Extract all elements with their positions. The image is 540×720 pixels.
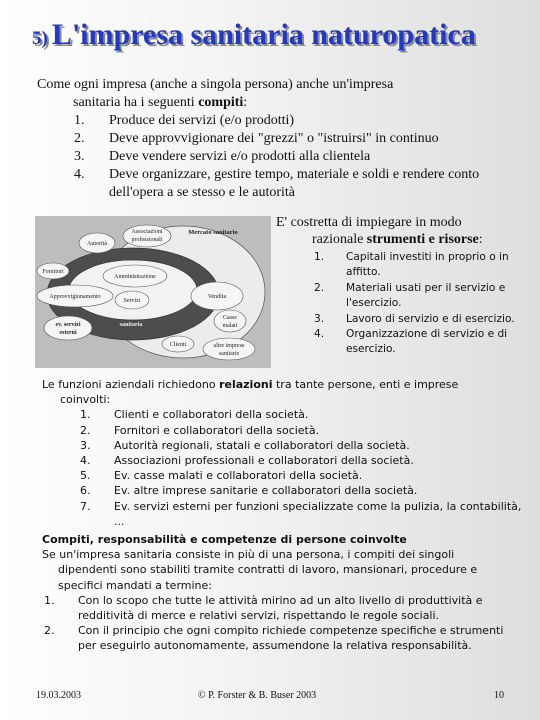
enterprise-diagram-svg	[35, 216, 271, 368]
list-item	[42, 438, 522, 453]
slide-title	[32, 18, 532, 52]
diagram-label-fornitori: Fornitori	[42, 269, 64, 275]
item-text: Associazioni professionali e collaboratori della società.	[114, 454, 414, 468]
list-item	[276, 281, 526, 312]
item-text: Clienti e collaboratori della società.	[114, 408, 309, 422]
diagram-label-mercato: Mercato sanitario	[188, 229, 238, 236]
list-item	[276, 327, 526, 358]
relations-section	[42, 377, 522, 529]
item-number: 2.	[44, 624, 55, 638]
responsibilities-line-1: Se un'impresa sanitaria consiste in più di una persona, i compiti dei singoli	[42, 548, 455, 562]
intro-line-2-text: sanitaria ha i seguenti	[73, 95, 199, 110]
resources-list	[276, 250, 526, 358]
intro-line-1: Come ogni impresa (anche a singola persona) anche un'impresa	[37, 77, 394, 92]
resources-section	[276, 214, 526, 358]
item-number: 2.	[74, 131, 85, 146]
list-item	[42, 483, 522, 498]
item-text: Organizzazione di servizio e di esercizio.	[346, 328, 508, 356]
diagram-label-ev-servizi-1: ev. servizi	[55, 322, 81, 328]
list-item	[42, 623, 522, 653]
resources-colon: :	[478, 232, 483, 247]
diagram-label-clienti: Clienti	[169, 342, 187, 348]
item-number: 3.	[314, 312, 325, 325]
responsibilities-list	[42, 593, 522, 654]
list-item	[42, 593, 522, 623]
list-item	[42, 407, 522, 422]
resources-line-2-text: razionale	[312, 232, 367, 247]
item-text: Ev. servizi esterni per funzioni specializzate come la pulizia, la contabilità, ...	[114, 499, 522, 528]
item-number: 5.	[80, 469, 91, 483]
list-item	[276, 250, 526, 281]
item-number: 4.	[314, 328, 325, 341]
list-item	[37, 166, 507, 202]
item-number: 4.	[80, 454, 91, 468]
item-text: Autorità regionali, statali e collaboratori della società.	[114, 438, 410, 452]
responsibilities-line-2: dipendenti sono stabiliti tramite contratti di lavoro, mansionari, procedure e specifici mandati a termine:	[58, 563, 478, 592]
item-number: 7.	[80, 499, 91, 513]
responsibilities-section	[42, 532, 522, 654]
list-item	[276, 312, 526, 327]
diagram-label-altre-2: sanitarie	[218, 351, 240, 357]
item-text: Lavoro di servizio e di esercizio.	[346, 312, 515, 325]
relations-keyword: relazioni	[219, 378, 273, 391]
footer-copyright: © P. Forster & B. Buser 2003	[198, 690, 317, 701]
diagram-label-altre-1: altre imprese	[213, 343, 245, 349]
diagram-label-amministrazione: Amministrazione	[114, 274, 156, 280]
item-text: Ev. altre imprese sanitarie e collaboratori della società.	[114, 484, 418, 498]
list-item	[42, 423, 522, 438]
diagram-label-servizi: Servizi	[123, 298, 141, 304]
item-text: Fornitori e collaboratori della società.	[114, 423, 320, 437]
diagram-label-impresa-1: Impresa	[120, 314, 142, 320]
responsibilities-heading: Compiti, responsabilità e competenze di persone coinvolte	[42, 533, 407, 546]
item-number: 1.	[44, 593, 55, 607]
slide-title-text: L'impresa sanitaria naturopatica	[51, 18, 476, 51]
item-text: Deve vendere servizi e/o prodotti alla clientela	[109, 149, 371, 164]
enterprise-diagram	[35, 216, 271, 368]
diagram-label-casse-2: malati	[222, 323, 238, 329]
item-text: Deve approvvigionare dei "grezzi" o "istruirsi" in continuo	[109, 131, 439, 146]
list-item	[42, 468, 522, 483]
slide-number: 5)	[32, 28, 48, 49]
intro-line-2	[37, 94, 507, 112]
diagram-label-approvvigionamento: Approvvigionamento	[49, 294, 101, 300]
item-text: Produce dei servizi (e/o prodotti)	[109, 113, 295, 128]
list-item	[42, 499, 522, 529]
item-number: 6.	[80, 484, 91, 498]
diagram-label-casse-1: Casse	[223, 315, 237, 321]
ev-servizi-bubble	[44, 316, 92, 340]
item-text: Con il principio che ogni compito richiede competenze specifiche e strumenti per eseguirlo autonomamente, assumendone la relativa responsabilità.	[78, 624, 504, 653]
item-text: Materiali usati per il servizio e l'esercizio.	[346, 281, 506, 310]
diagram-label-ev-servizi-2: esterni	[59, 330, 77, 336]
item-number: 1.	[74, 113, 85, 128]
item-number: 2.	[314, 281, 325, 294]
relations-line-1	[42, 377, 522, 392]
diagram-label-impresa-2: sanitaria	[119, 322, 143, 328]
item-number: 3.	[80, 438, 91, 452]
list-item	[37, 112, 507, 130]
intro-keyword: compiti	[198, 95, 244, 110]
list-item	[37, 148, 507, 166]
diagram-label-autorita: Autorità	[87, 241, 107, 247]
relations-text-after: tra tante persone, enti e imprese	[272, 378, 459, 391]
footer-page-number: 10	[494, 690, 504, 701]
item-number: 1.	[314, 251, 325, 263]
diagram-label-vendita: Vendita	[207, 294, 227, 300]
list-item	[42, 453, 522, 468]
item-number: 2.	[80, 423, 91, 437]
resources-line-2	[276, 231, 526, 248]
relations-text-before: Le funzioni aziendali richiedono	[42, 378, 220, 391]
item-text: Ev. casse malati e collaboratori della società.	[114, 469, 363, 483]
intro-colon: :	[243, 95, 248, 110]
item-text: Capitali investiti in proprio o in affitto.	[346, 251, 509, 279]
resources-keyword: strumenti e risorse	[366, 232, 479, 247]
diagram-label-associazioni-2: professionali	[131, 237, 163, 243]
list-item	[37, 130, 507, 148]
intro-section	[37, 76, 507, 202]
resources-line-1: E' costretta di impiegare in modo	[276, 215, 462, 230]
relations-line-2: coinvolti:	[60, 393, 111, 407]
relations-list	[42, 407, 522, 529]
item-text: Deve organizzare, gestire tempo, materiale e soldi e rendere conto dell'opera a se stesso e le autorità	[109, 167, 480, 200]
item-text: Con lo scopo che tutte le attività mirino ad un alto livello di produttività e redditività di merce e relativi servizi, rispettando le regole sociali.	[78, 593, 483, 623]
item-number: 4.	[74, 167, 85, 182]
footer-date: 19.03.2003	[36, 690, 81, 701]
intro-task-list	[37, 112, 507, 202]
item-number: 3.	[74, 149, 85, 164]
item-number: 1.	[80, 408, 91, 422]
diagram-label-associazioni-1: Associazioni	[131, 229, 163, 235]
